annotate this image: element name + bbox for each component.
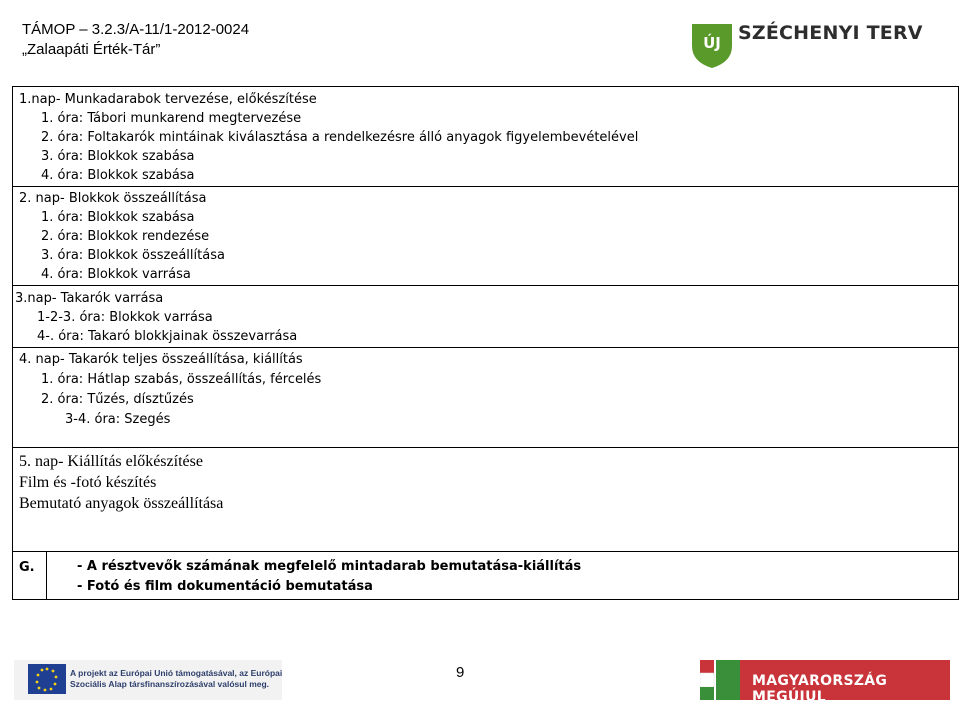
flag-stripe-green	[700, 687, 714, 700]
day1-item-3: 3. óra: Blokkok szabása	[41, 149, 195, 164]
day1-title: 1.nap- Munkadarabok tervezése, előkészítése	[19, 92, 317, 107]
day2-item-2: 2. óra: Blokkok rendezése	[41, 229, 210, 244]
logo-text: SZÉCHENYI TERV	[738, 22, 923, 44]
g-item-2: - Fotó és film dokumentáció bemutatása	[77, 579, 373, 594]
day2-item-4: 4. óra: Blokkok varrása	[41, 267, 191, 282]
day5-item-1: Film és -fotó készítés	[19, 474, 157, 491]
day4-item-2: 2. óra: Tűzés, dísztűzés	[41, 392, 194, 407]
day4-block	[12, 348, 959, 448]
flag-stripe-red	[700, 660, 714, 673]
document-header	[22, 20, 249, 60]
day5-block	[12, 448, 959, 552]
day3-item-2: 4-. óra: Takaró blokkjainak összevarrása	[37, 329, 298, 344]
day1-item-4: 4. óra: Blokkok szabása	[41, 168, 195, 183]
project-code: TÁMOP – 3.2.3/A-11/1-2012-0024	[22, 21, 250, 38]
day1-block	[12, 86, 959, 187]
logo-badge: ÚJ	[703, 34, 721, 52]
day5-item-2: Bemutató anyagok összeállítása	[19, 495, 224, 512]
day3-item-1: 1-2-3. óra: Blokkok varrása	[37, 310, 213, 325]
day4-title: 4. nap- Takarók teljes összeállítása, kiállítás	[19, 352, 303, 367]
g-label: G.	[19, 560, 35, 575]
day2-title: 2. nap- Blokkok összeállítása	[19, 191, 207, 206]
day4-item-3: 3-4. óra: Szegés	[65, 412, 171, 427]
page-number: 9	[456, 664, 465, 681]
day1-item-1: 1. óra: Tábori munkarend megtervezése	[41, 111, 302, 126]
day2-item-3: 3. óra: Blokkok összeállítása	[41, 248, 225, 263]
logo-slogan: MAGYARORSZÁG MEGÚJUL	[752, 673, 888, 705]
eu-text-line1: A projekt az Európai Unió támogatásával, az Európai	[70, 668, 283, 678]
day4-item-1: 1. óra: Hátlap szabás, összeállítás, fércelés	[41, 372, 322, 387]
day3-block	[12, 286, 959, 348]
g-label-cell	[13, 552, 47, 599]
day2-block	[12, 187, 959, 286]
day3-title: 3.nap- Takarók varrása	[15, 291, 164, 306]
day5-title: 5. nap- Kiállítás előkészítése	[19, 453, 203, 470]
day2-item-1: 1. óra: Blokkok szabása	[41, 210, 195, 225]
day1-item-2: 2. óra: Foltakarók mintáinak kiválasztása a rendelkezésre álló anyagok figyelembevételével	[41, 130, 639, 145]
g-row-block	[12, 552, 959, 600]
eu-funding-text	[70, 668, 282, 690]
flag-stripe-white	[700, 673, 714, 687]
project-title: „Zalaapáti Érték-Tár”	[22, 41, 161, 58]
g-item-1: - A résztvevők számának megfelelő mintadarab bemutatása-kiállítás	[77, 559, 582, 574]
eu-text-line2: Szociális Alap társfinanszírozásával valósul meg.	[70, 679, 270, 689]
